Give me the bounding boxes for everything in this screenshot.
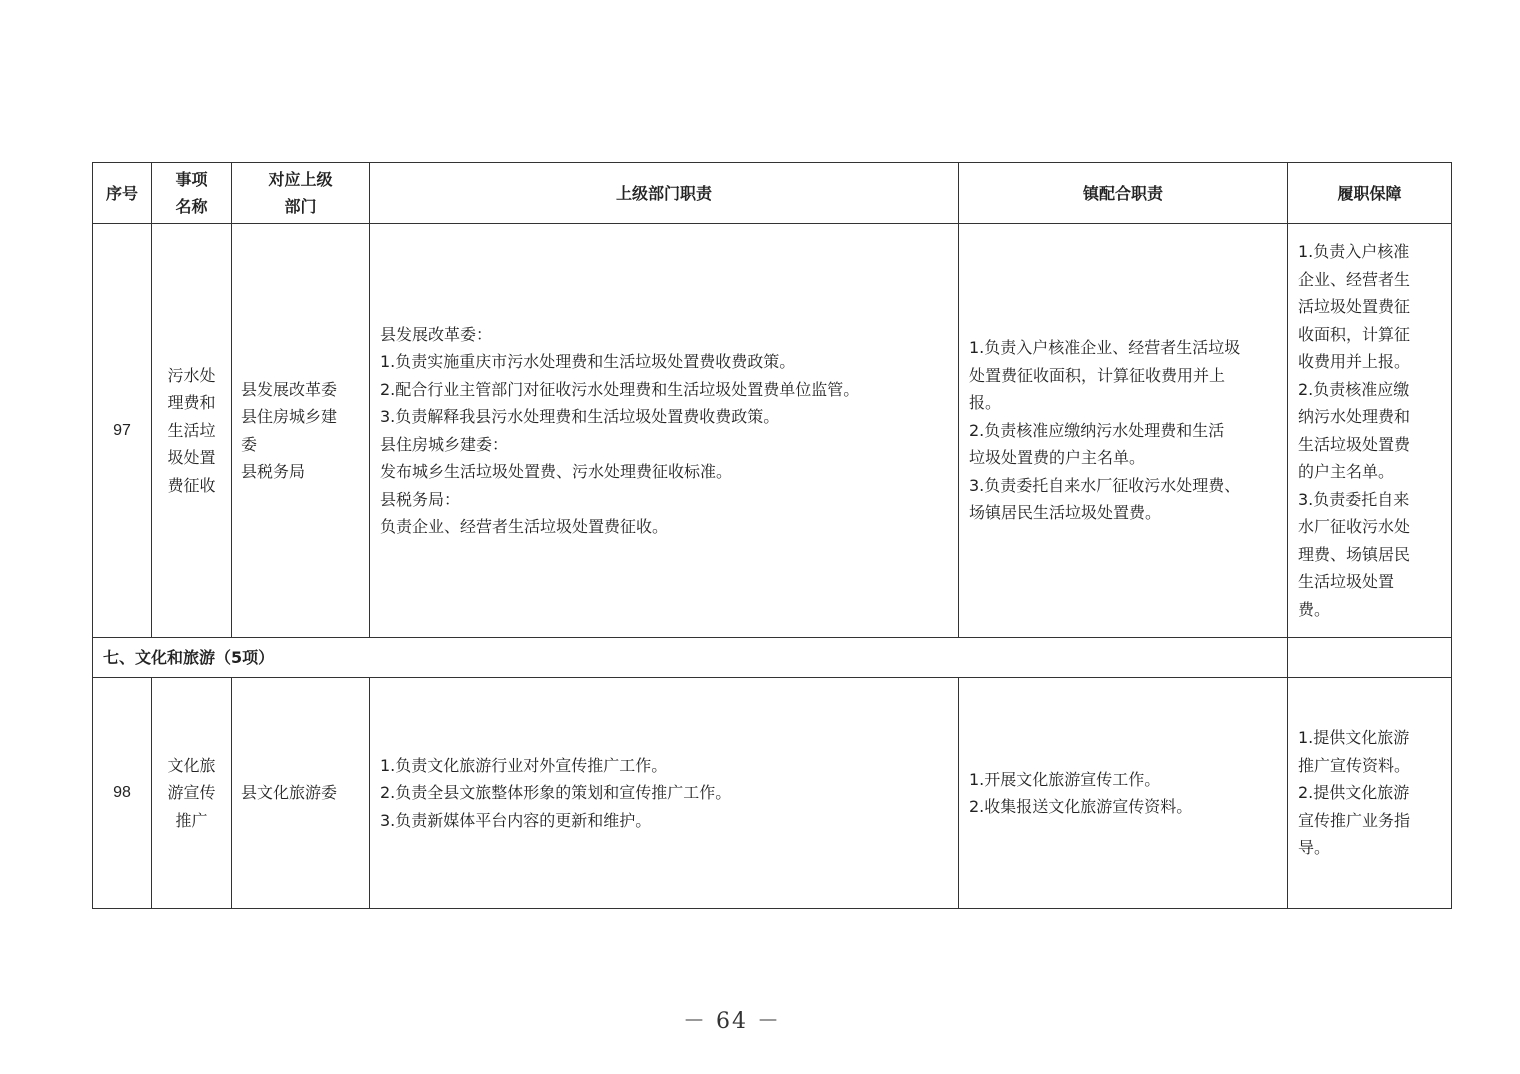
row-number: 97 xyxy=(93,224,152,638)
dept-line: 县税务局 xyxy=(241,462,306,481)
item-name-line: 污水处 xyxy=(167,365,216,385)
dept-duty-line: 3.负责新媒体平台内容的更新和维护。 xyxy=(380,810,652,830)
header-no: 序号 xyxy=(93,163,152,224)
item-name-line: 圾处置 xyxy=(167,448,216,468)
town-duty-cell xyxy=(959,678,1288,909)
item-name-cell xyxy=(152,224,232,638)
dept-duty-line: 2.负责全县文旅整体形象的策划和宣传推广工作。 xyxy=(380,783,732,803)
duty-table xyxy=(92,162,1452,909)
dept-line: 县发展改革委 xyxy=(241,379,338,399)
guarantee-line: 活垃圾处置费征 xyxy=(1298,297,1411,316)
guarantee-line: 导。 xyxy=(1298,838,1331,858)
header-item-name xyxy=(152,163,232,224)
item-name-line: 推广 xyxy=(175,810,208,830)
item-name-cell xyxy=(152,678,232,909)
guarantee-line: 的户主名单。 xyxy=(1298,462,1395,481)
item-name-line: 文化旅 xyxy=(167,755,216,775)
header-row xyxy=(93,163,1452,224)
dept-duty-line: 3.负责解释我县污水处理费和生活垃圾处置费收费政策。 xyxy=(380,407,780,426)
item-name-line: 生活垃 xyxy=(167,420,216,440)
section-empty-cell xyxy=(1288,638,1452,678)
guarantee-line: 生活垃圾处置 xyxy=(1298,572,1395,591)
guarantee-line: 企业、经营者生 xyxy=(1298,269,1411,289)
town-duty-line: 2.收集报送文化旅游宣传资料。 xyxy=(969,797,1193,816)
dept-duty-line: 1.负责文化旅游行业对外宣传推广工作。 xyxy=(380,755,668,775)
guarantee-line: 费。 xyxy=(1298,599,1331,619)
header-item-name-line: 事项 xyxy=(175,170,208,189)
table-row xyxy=(93,224,1452,638)
town-duty-cell xyxy=(959,224,1288,638)
header-superior-dept xyxy=(232,163,370,224)
guarantee-line: 收费用并上报。 xyxy=(1298,352,1411,371)
town-duty-line: 1.负责入户核准企业、经营者生活垃圾 xyxy=(969,338,1241,358)
guarantee-line: 2.负责核准应缴 xyxy=(1298,379,1410,399)
guarantee-line: 推广宣传资料。 xyxy=(1298,755,1411,775)
superior-dept-cell xyxy=(232,224,370,638)
guarantee-line: 理费、场镇居民 xyxy=(1298,544,1411,564)
guarantee-line: 2.提供文化旅游 xyxy=(1298,783,1410,803)
guarantee-line: 水厂征收污水处 xyxy=(1298,517,1411,536)
header-town-duty: 镇配合职责 xyxy=(959,163,1288,224)
dept-duty-cell xyxy=(370,224,959,638)
dept-duty-line: 县税务局： xyxy=(380,489,461,509)
town-duty-line: 2.负责核准应缴纳污水处理费和生活 xyxy=(969,420,1225,440)
header-dept-duty: 上级部门职责 xyxy=(370,163,959,224)
section-row xyxy=(93,638,1452,678)
guarantee-line: 1.提供文化旅游 xyxy=(1298,728,1410,748)
header-superior-dept-line: 部门 xyxy=(284,197,317,216)
header-item-name-line: 名称 xyxy=(175,197,208,216)
guarantee-cell xyxy=(1288,224,1452,638)
town-duty-line: 3.负责委托自来水厂征收污水处理费、 xyxy=(969,475,1241,495)
guarantee-line: 宣传推广业务指 xyxy=(1298,810,1411,830)
town-duty-line: 垃圾处置费的户主名单。 xyxy=(969,448,1146,468)
dept-duty-line: 1.负责实施重庆市污水处理费和生活垃圾处置费收费政策。 xyxy=(380,352,796,371)
guarantee-line: 生活垃圾处置费 xyxy=(1298,434,1411,454)
item-name-line: 游宣传 xyxy=(167,783,216,803)
superior-dept-cell xyxy=(232,678,370,909)
dept-line: 县文化旅游委 xyxy=(241,783,338,803)
dept-line: 委 xyxy=(241,434,258,454)
header-superior-dept-line: 对应上级 xyxy=(268,170,333,189)
guarantee-cell xyxy=(1288,678,1452,909)
guarantee-line: 纳污水处理费和 xyxy=(1298,407,1411,426)
dept-duty-line: 2.配合行业主管部门对征收污水处理费和生活垃圾处置费单位监管。 xyxy=(380,379,860,399)
town-duty-line: 1.开展文化旅游宣传工作。 xyxy=(969,769,1161,789)
town-duty-line: 处置费征收面积，计算征收费用并上 xyxy=(969,365,1226,385)
dept-line: 县住房城乡建 xyxy=(241,407,338,426)
dept-duty-line: 发布城乡生活垃圾处置费、污水处理费征收标准。 xyxy=(380,462,733,481)
guarantee-line: 3.负责委托自来 xyxy=(1298,489,1410,509)
guarantee-line: 1.负责入户核准 xyxy=(1298,242,1410,261)
dept-duty-cell xyxy=(370,678,959,909)
row-number: 98 xyxy=(93,678,152,909)
dept-duty-line: 县发展改革委： xyxy=(380,324,493,344)
town-duty-line: 场镇居民生活垃圾处置费。 xyxy=(969,503,1162,523)
item-name-line: 理费和 xyxy=(167,393,216,413)
item-name-line: 费征收 xyxy=(167,475,216,495)
header-guarantee: 履职保障 xyxy=(1288,163,1452,224)
section-title: 七、文化和旅游（5项） xyxy=(93,638,1288,678)
guarantee-line: 收面积，计算征 xyxy=(1298,324,1411,344)
town-duty-line: 报。 xyxy=(969,393,1002,413)
dept-duty-line: 负责企业、经营者生活垃圾处置费征收。 xyxy=(380,517,669,536)
dept-duty-line: 县住房城乡建委： xyxy=(380,434,509,454)
table-row xyxy=(93,678,1452,909)
page-number: － 64 － xyxy=(683,1009,781,1034)
